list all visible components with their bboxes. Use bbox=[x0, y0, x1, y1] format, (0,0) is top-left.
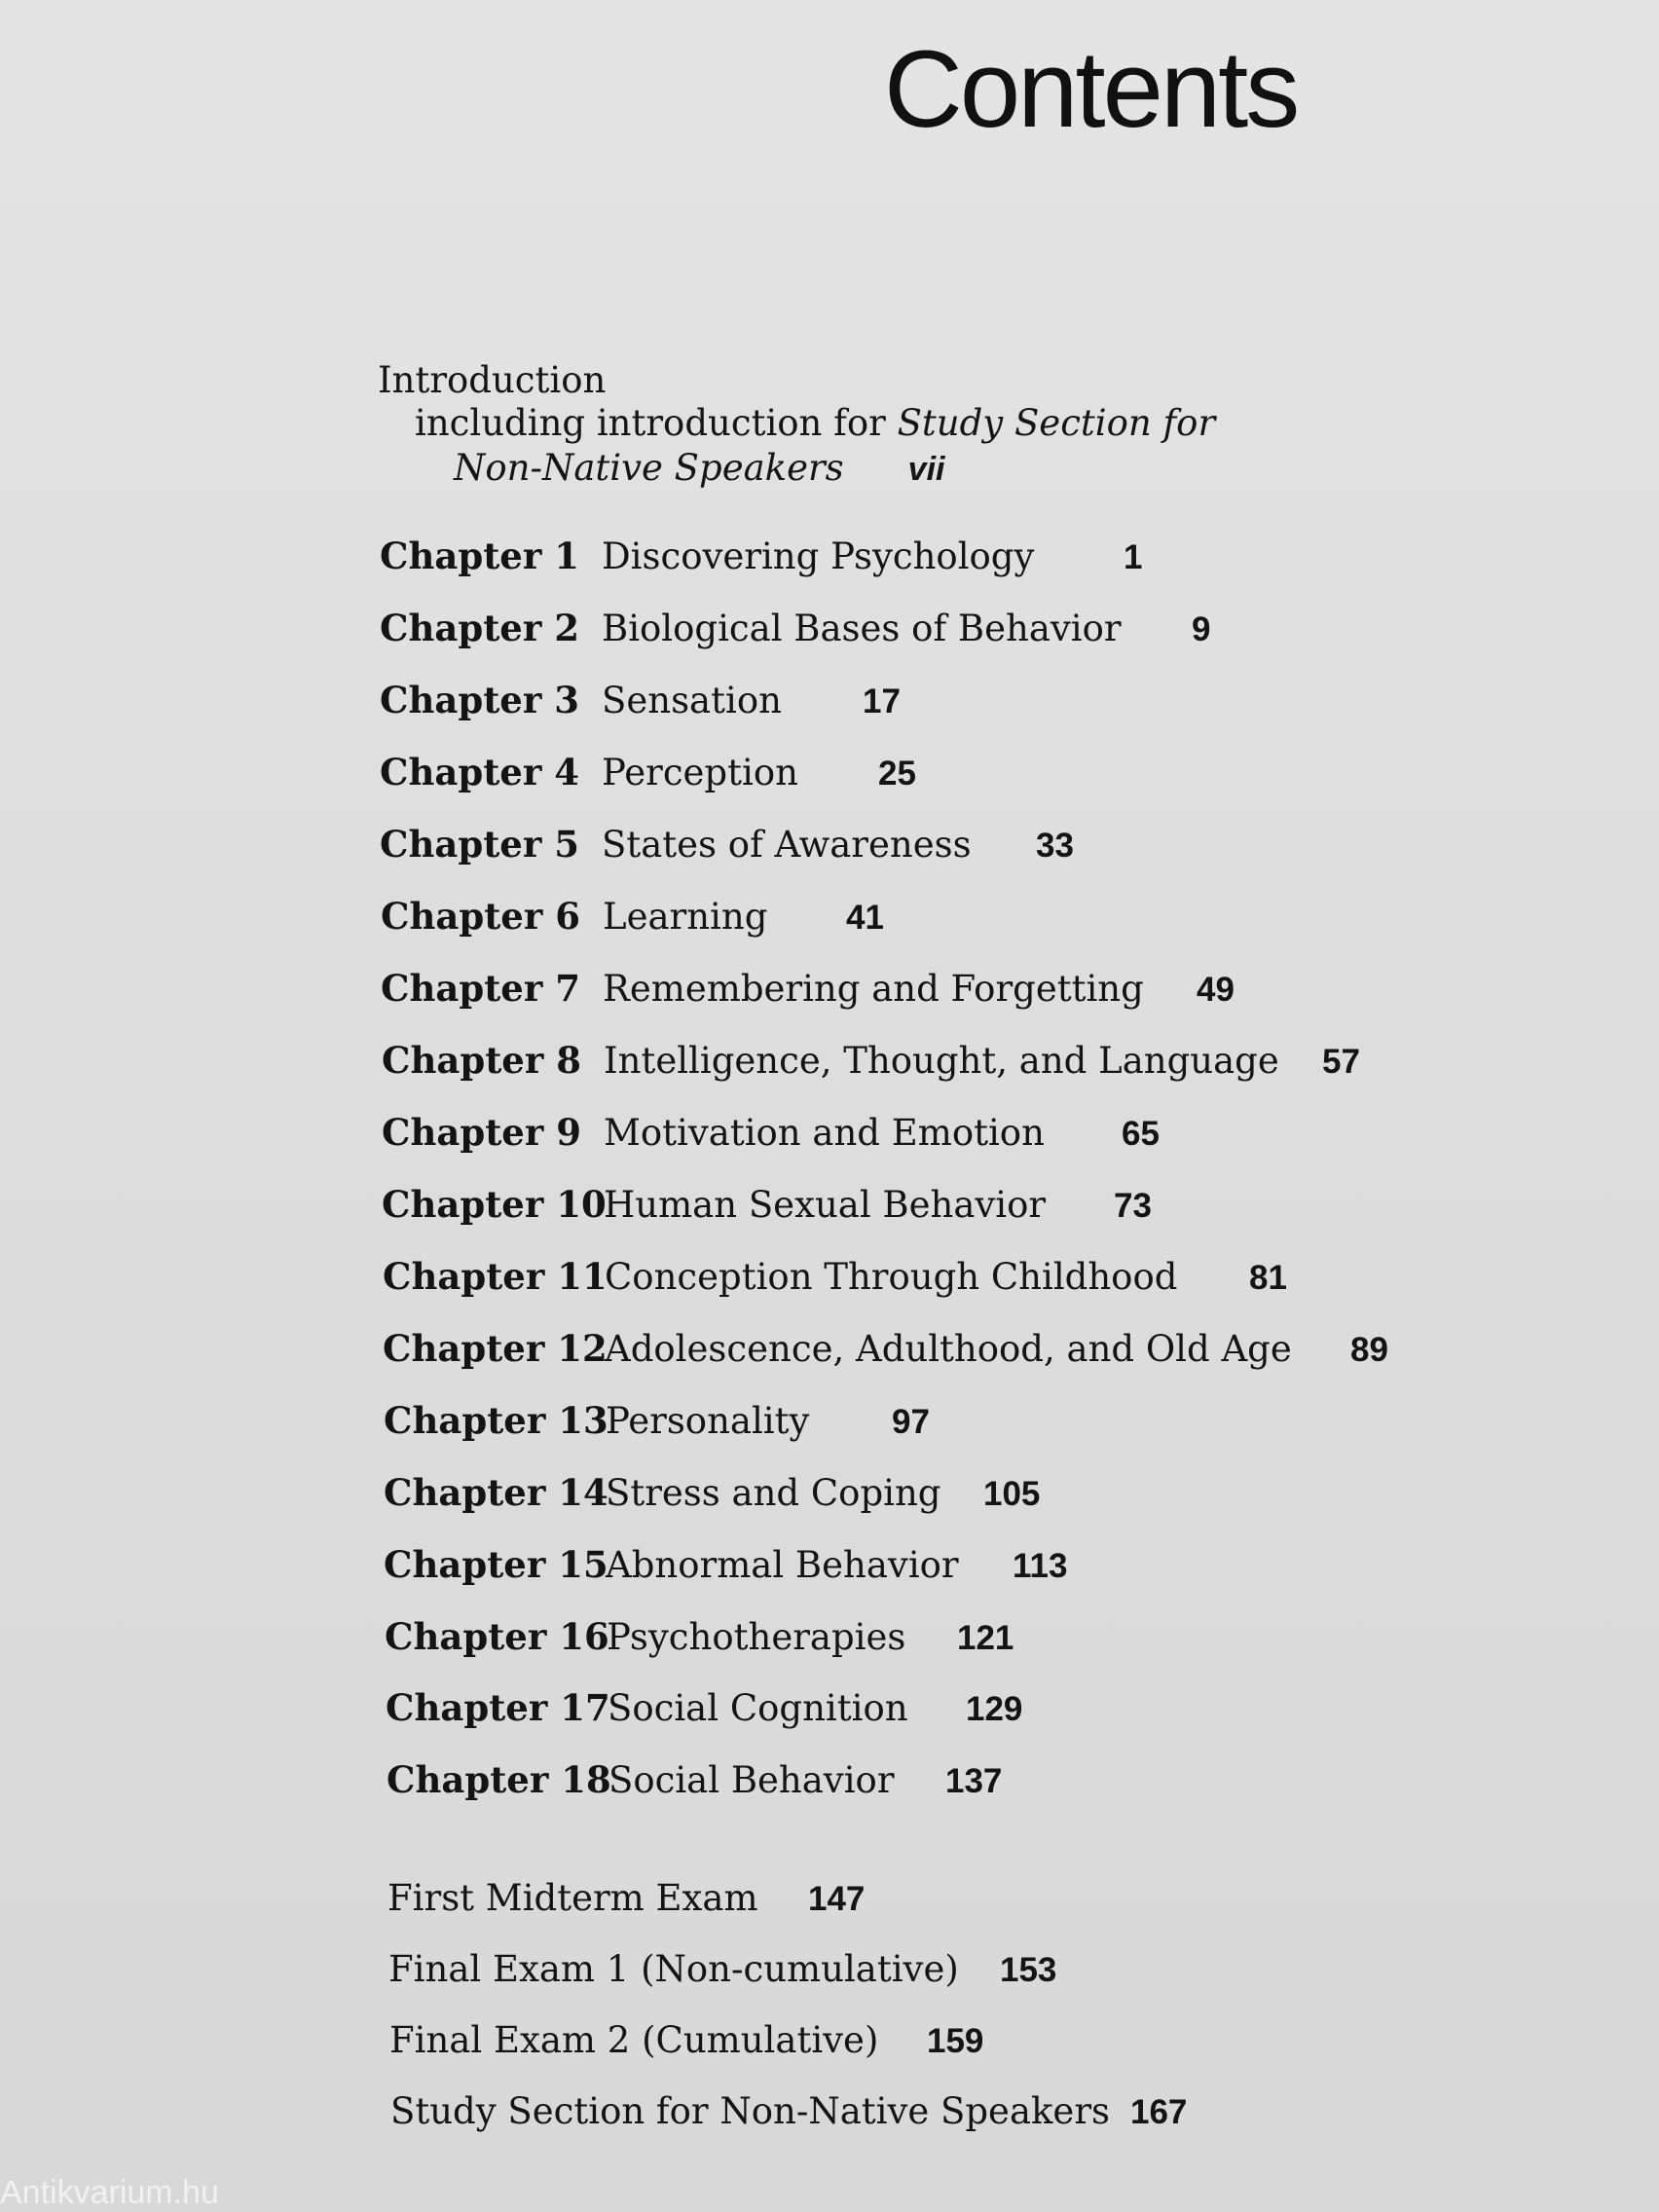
extra-title: First Midterm Exam bbox=[387, 1877, 758, 1919]
chapter-title: Motivation and Emotion bbox=[604, 1112, 1045, 1154]
chapter-label: Chapter 7 bbox=[381, 967, 580, 1010]
toc-row-chapter-4 bbox=[380, 751, 916, 793]
chapter-page-number: 113 bbox=[1013, 1547, 1068, 1585]
chapter-page-number: 81 bbox=[1249, 1259, 1287, 1297]
watermark: Antikvarium.hu bbox=[0, 2174, 219, 2211]
chapter-page-number: 105 bbox=[983, 1475, 1041, 1513]
toc-row-chapter-7 bbox=[381, 967, 1235, 1010]
chapter-page-number: 49 bbox=[1197, 971, 1235, 1009]
chapter-title: Learning bbox=[603, 896, 768, 938]
page-title: Contents bbox=[884, 28, 1298, 150]
chapter-page-number: 89 bbox=[1350, 1331, 1388, 1369]
chapter-title: Personality bbox=[606, 1400, 810, 1442]
toc-row-chapter-17 bbox=[386, 1686, 1023, 1729]
chapter-page-number: 73 bbox=[1114, 1187, 1152, 1225]
toc-row-chapter-13 bbox=[384, 1399, 930, 1442]
chapter-label: Chapter 5 bbox=[380, 823, 579, 866]
chapter-label: Chapter 2 bbox=[380, 607, 579, 649]
toc-row-chapter-16 bbox=[385, 1615, 1014, 1658]
introduction-subline-italic: Study Section for bbox=[897, 402, 1216, 444]
introduction-subline-text: including introduction for bbox=[415, 402, 898, 444]
toc-row-chapter-8 bbox=[382, 1039, 1360, 1082]
chapter-label: Chapter 4 bbox=[380, 751, 579, 793]
chapter-title: Conception Through Childhood bbox=[605, 1256, 1178, 1298]
chapter-title: Intelligence, Thought, and Language bbox=[604, 1040, 1279, 1082]
toc-row-chapter-15 bbox=[384, 1543, 1068, 1586]
chapter-page-number: 25 bbox=[878, 755, 916, 793]
chapter-title: Adolescence, Adulthood, and Old Age bbox=[605, 1328, 1292, 1370]
extra-page-number: 167 bbox=[1130, 2093, 1188, 2131]
toc-row-chapter-14 bbox=[384, 1471, 1041, 1514]
introduction-subline-2 bbox=[454, 447, 945, 489]
extra-title: Final Exam 2 (Cumulative) bbox=[389, 2019, 879, 2061]
toc-row-chapter-9 bbox=[382, 1111, 1160, 1154]
chapter-label: Chapter 14 bbox=[384, 1471, 608, 1514]
chapter-label: Chapter 11 bbox=[383, 1255, 608, 1298]
toc-row-chapter-1 bbox=[380, 535, 1143, 577]
chapter-page-number: 57 bbox=[1322, 1043, 1360, 1081]
chapter-title: Discovering Psychology bbox=[602, 535, 1035, 577]
chapter-title: Stress and Coping bbox=[606, 1472, 941, 1514]
extra-page-number: 153 bbox=[1000, 1951, 1057, 1989]
chapter-page-number: 97 bbox=[892, 1403, 930, 1441]
toc-row-final-exam-2 bbox=[389, 2019, 984, 2061]
extra-title: Study Section for Non-Native Speakers bbox=[390, 2090, 1111, 2132]
chapter-title: Remembering and Forgetting bbox=[603, 968, 1144, 1010]
toc-row-chapter-3 bbox=[380, 679, 901, 721]
chapter-label: Chapter 12 bbox=[383, 1327, 608, 1370]
chapter-page-number: 9 bbox=[1192, 610, 1211, 648]
chapter-title: Social Cognition bbox=[608, 1687, 908, 1729]
toc-row-chapter-2 bbox=[380, 607, 1211, 649]
toc-row-study-section bbox=[390, 2090, 1188, 2132]
chapter-title: Perception bbox=[602, 752, 798, 793]
introduction-page-number: vii bbox=[907, 451, 945, 488]
toc-row-chapter-6 bbox=[381, 895, 884, 938]
toc-row-chapter-5 bbox=[380, 823, 1074, 866]
extra-title: Final Exam 1 (Non-cumulative) bbox=[388, 1948, 959, 1990]
chapter-label: Chapter 1 bbox=[380, 535, 579, 577]
introduction-subline-2-italic: Non-Native Speakers bbox=[454, 447, 844, 489]
toc-row-final-exam-1 bbox=[388, 1948, 1057, 1990]
chapter-page-number: 129 bbox=[966, 1690, 1023, 1728]
chapter-title: Biological Bases of Behavior bbox=[602, 608, 1122, 649]
chapter-title: States of Awareness bbox=[602, 824, 972, 866]
chapter-title: Abnormal Behavior bbox=[606, 1544, 959, 1586]
chapter-page-number: 65 bbox=[1122, 1115, 1160, 1153]
chapter-title: Psychotherapies bbox=[607, 1616, 906, 1658]
toc-row-chapter-11 bbox=[383, 1255, 1287, 1298]
chapter-label: Chapter 8 bbox=[382, 1039, 581, 1082]
extra-page-number: 159 bbox=[927, 2022, 984, 2060]
chapter-title: Sensation bbox=[602, 680, 782, 721]
introduction-subline bbox=[415, 402, 1216, 444]
extra-page-number: 147 bbox=[808, 1880, 866, 1918]
toc-row-chapter-10 bbox=[382, 1183, 1152, 1226]
chapter-page-number: 121 bbox=[957, 1619, 1014, 1657]
toc-row-chapter-18 bbox=[387, 1758, 1003, 1801]
chapter-title: Human Sexual Behavior bbox=[604, 1184, 1047, 1226]
chapter-title: Social Behavior bbox=[608, 1759, 895, 1801]
toc-row-chapter-12 bbox=[383, 1327, 1388, 1370]
chapter-label: Chapter 13 bbox=[384, 1399, 608, 1442]
chapter-page-number: 33 bbox=[1036, 827, 1074, 865]
chapter-label: Chapter 16 bbox=[385, 1615, 609, 1658]
chapter-label: Chapter 15 bbox=[384, 1543, 608, 1586]
chapter-label: Chapter 3 bbox=[380, 679, 579, 721]
chapter-label: Chapter 10 bbox=[382, 1183, 607, 1226]
chapter-page-number: 41 bbox=[846, 899, 884, 937]
toc-row-first-midterm bbox=[387, 1877, 866, 1919]
chapter-label: Chapter 9 bbox=[382, 1111, 581, 1154]
chapter-label: Chapter 18 bbox=[387, 1758, 611, 1801]
chapter-page-number: 137 bbox=[945, 1762, 1003, 1800]
chapter-page-number: 17 bbox=[863, 682, 901, 720]
introduction-heading: Introduction bbox=[378, 359, 607, 401]
chapter-label: Chapter 17 bbox=[386, 1686, 610, 1729]
chapter-page-number: 1 bbox=[1124, 538, 1143, 576]
chapter-label: Chapter 6 bbox=[381, 895, 580, 938]
